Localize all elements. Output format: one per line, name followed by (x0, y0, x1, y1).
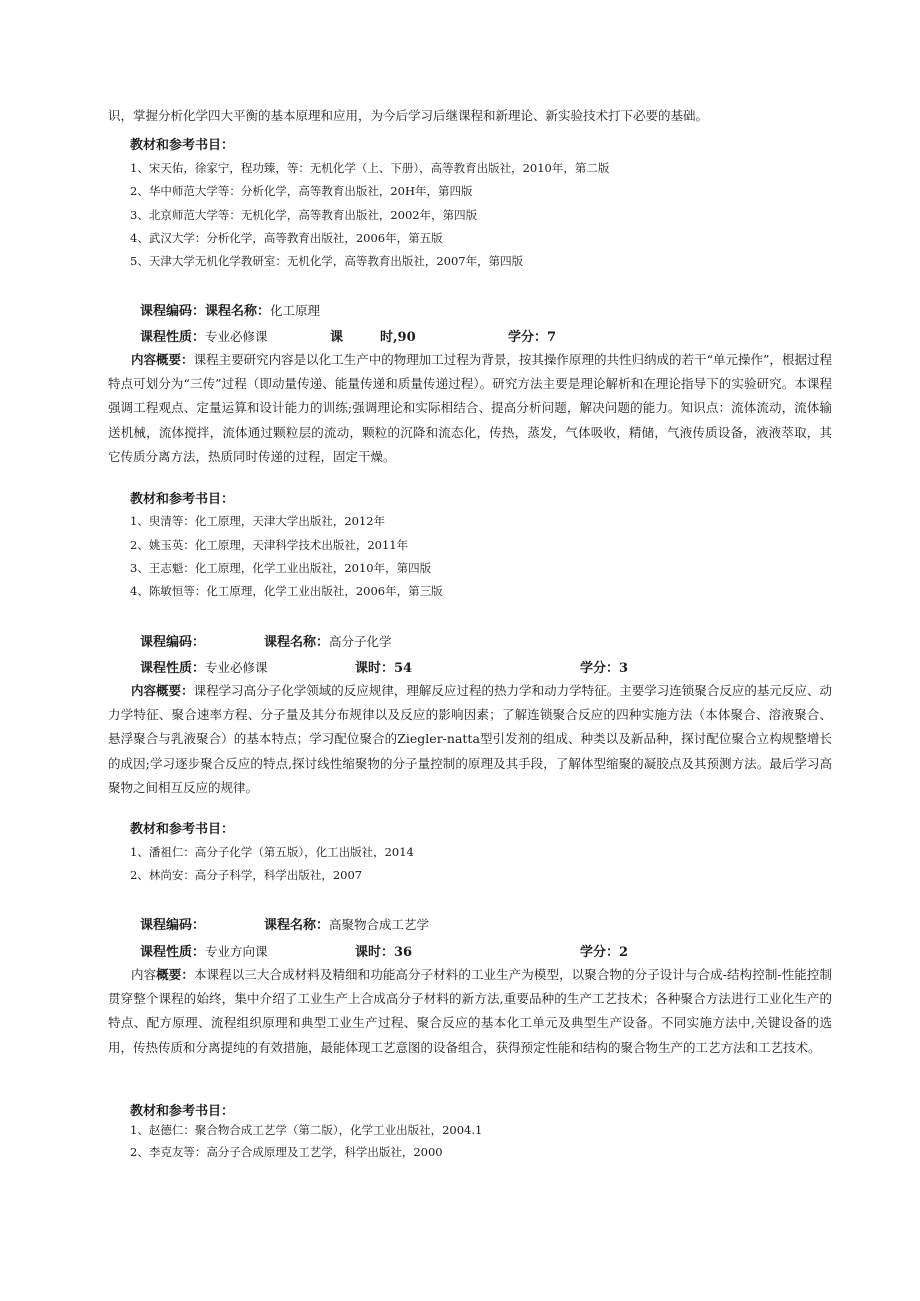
code-label: 课程编码： (140, 635, 206, 650)
nature-label: 课程性质： (140, 661, 206, 676)
book-item: 2、华中师范大学等：分析化学，高等教育出版社，20H年，第四版 (130, 184, 473, 198)
code-label: 课程编码： (140, 304, 206, 319)
name-label: 课程名称： (264, 635, 330, 650)
course-name: 化工原理 (270, 303, 321, 318)
summary-label: 内容概要： (131, 683, 194, 698)
credit-value: 学分：2 (580, 945, 629, 960)
course-summary (108, 679, 832, 800)
book-item: 5、天津大学无机化学教研室：无机化学，高等教育出版社，2007年，第四版 (130, 254, 524, 268)
book-item: 1、宋天佑，徐家宁，程功臻，等：无机化学（上、下册），高等教育出版社，2010年，第二版 (130, 161, 610, 175)
name-label: 课程名称： (205, 304, 271, 319)
course-summary (108, 963, 832, 1060)
book-item: 1、潘祖仁：高分子化学（第五版），化工出版社，2014 (130, 845, 414, 859)
course-summary (108, 348, 832, 469)
book-item: 3、北京师范大学等：无机化学，高等教育出版社，2002年，第四版 (130, 208, 478, 222)
hours-value: 课时：36 (355, 945, 413, 960)
nature-label: 课程性质： (140, 330, 206, 345)
summary-text: 课程学习高分子化学领域的反应规律，理解反应过程的热力学和动力学特征。主要学习连锁聚合反应的基元反应、动力学特征、聚合速率方程、分子量及其分布规律以及反应的影响因素；了解连锁聚合反应的四种实施方法（本体聚合、溶液聚合、悬浮聚合与乳液聚合）的基本特点；学习配位聚合的Ziegler-natta型引发剂的组成、种类以及新品种，探讨配位聚合立构规整增长的成因;学习逐步聚合反应的特点,探讨线性缩聚物的分子量控制的原理及其手段，了解体型缩聚的凝胶点及其预测方法。最后学习高聚物之间相互反应的规律。 (108, 683, 832, 795)
credit-value: 学分：3 (580, 661, 629, 676)
book-item: 2、林尚安：高分子科学，科学出版社，2007 (130, 868, 363, 882)
summary-text: 课程主要研究内容是以化工生产中的物理加工过程为背景，按其操作原理的共性归纳成的若干“单元操作”，根据过程特点可划分为“三传”过程（即动量传递、能量传递和质量传递过程）。研究方法主要是理论解析和在理论指导下的实验研究。本课程强调工程观点、定量运算和设计能力的训练;强调理论和实际相结合、提高分析问题，解决问题的能力。知识点：流体流动，流体输送机械，流体搅拌，流体通过颗粒层的流动，颗粒的沉降和流态化，传热，蒸发，气体吸收，精储，气液传质设备，液液萃取，其它传质分离方法，热质同时传递的过程，固定干燥。 (108, 352, 832, 464)
books-label: 教材和参考书目： (130, 138, 235, 153)
course-nature: 专业必修课 (205, 329, 268, 344)
course-name-row (264, 914, 429, 933)
intro-tail-text: 识，掌握分析化学四大平衡的基本原理和应用，为今后学习后继课程和新理论、新实验技术打下必要的基础。 (108, 108, 709, 123)
summary-label: 概要： (156, 967, 194, 982)
books-label: 教材和参考书目： (130, 822, 235, 837)
name-label: 课程名称： (264, 918, 330, 933)
course-nature-row (140, 326, 268, 345)
hours-value: 时,90 (380, 330, 416, 345)
summary-label-plain: 内容 (131, 967, 157, 982)
course-header-row (140, 300, 320, 319)
course-name-row (264, 631, 392, 650)
course-name: 高聚物合成工艺学 (329, 917, 430, 932)
nature-label: 课程性质： (140, 945, 206, 960)
hours-value: 课时：54 (355, 661, 413, 676)
summary-text: 本课程以三大合成材料及精细和功能高分子材料的工业生产为模型，以聚合物的分子设计与合成-结构控制-性能控制贯穿整个课程的始终，集中介绍了工业生产上合成高分子材料的新方法,重要品种的生产工艺技术；各种聚合方法进行工业化生产的特点、配方原理、流程组织原理和典型工业生产过程、聚合反应的基本化工单元及典型生产设备。不同实施方法中,关键设备的选用，传热传质和分离提纯的有效措施，最能体现工艺意图的设备组合，获得预定性能和结构的聚合物生产的工艺方法和工艺技术。 (108, 967, 832, 1055)
hours-label-a: 课 (330, 330, 344, 345)
book-item: 1、赵德仁：聚合物合成工艺学（第二版），化学工业出版社，2004.1 (130, 1123, 483, 1137)
course-name: 高分子化学 (329, 634, 392, 649)
book-item: 4、武汉大学：分析化学，高等教育出版社，2006年，第五版 (130, 231, 443, 245)
code-label: 课程编码： (140, 918, 206, 933)
books-label: 教材和参考书目： (130, 1104, 235, 1119)
course-nature-row (140, 941, 268, 960)
course-nature-row (140, 657, 268, 676)
book-item: 2、姚玉英：化工原理，天津科学技术出版社，2011年 (130, 538, 409, 552)
course-nature: 专业必修课 (205, 660, 268, 675)
credit-value: 学分：7 (508, 330, 557, 345)
book-item: 2、李克友等：高分子合成原理及工艺学，科学出版社，2000 (130, 1145, 443, 1159)
summary-label: 内容概要： (131, 352, 194, 367)
book-item: 4、陈敏恒等：化工原理，化学工业出版社，2006年，第三版 (130, 584, 443, 598)
book-item: 1、臾清等：化工原理，天津大学出版社，2012年 (130, 514, 386, 528)
book-item: 3、王志魁：化工原理，化学工业出版社，2010年，第四版 (130, 561, 432, 575)
books-label: 教材和参考书目： (130, 492, 235, 507)
course-nature: 专业方向课 (205, 944, 268, 959)
